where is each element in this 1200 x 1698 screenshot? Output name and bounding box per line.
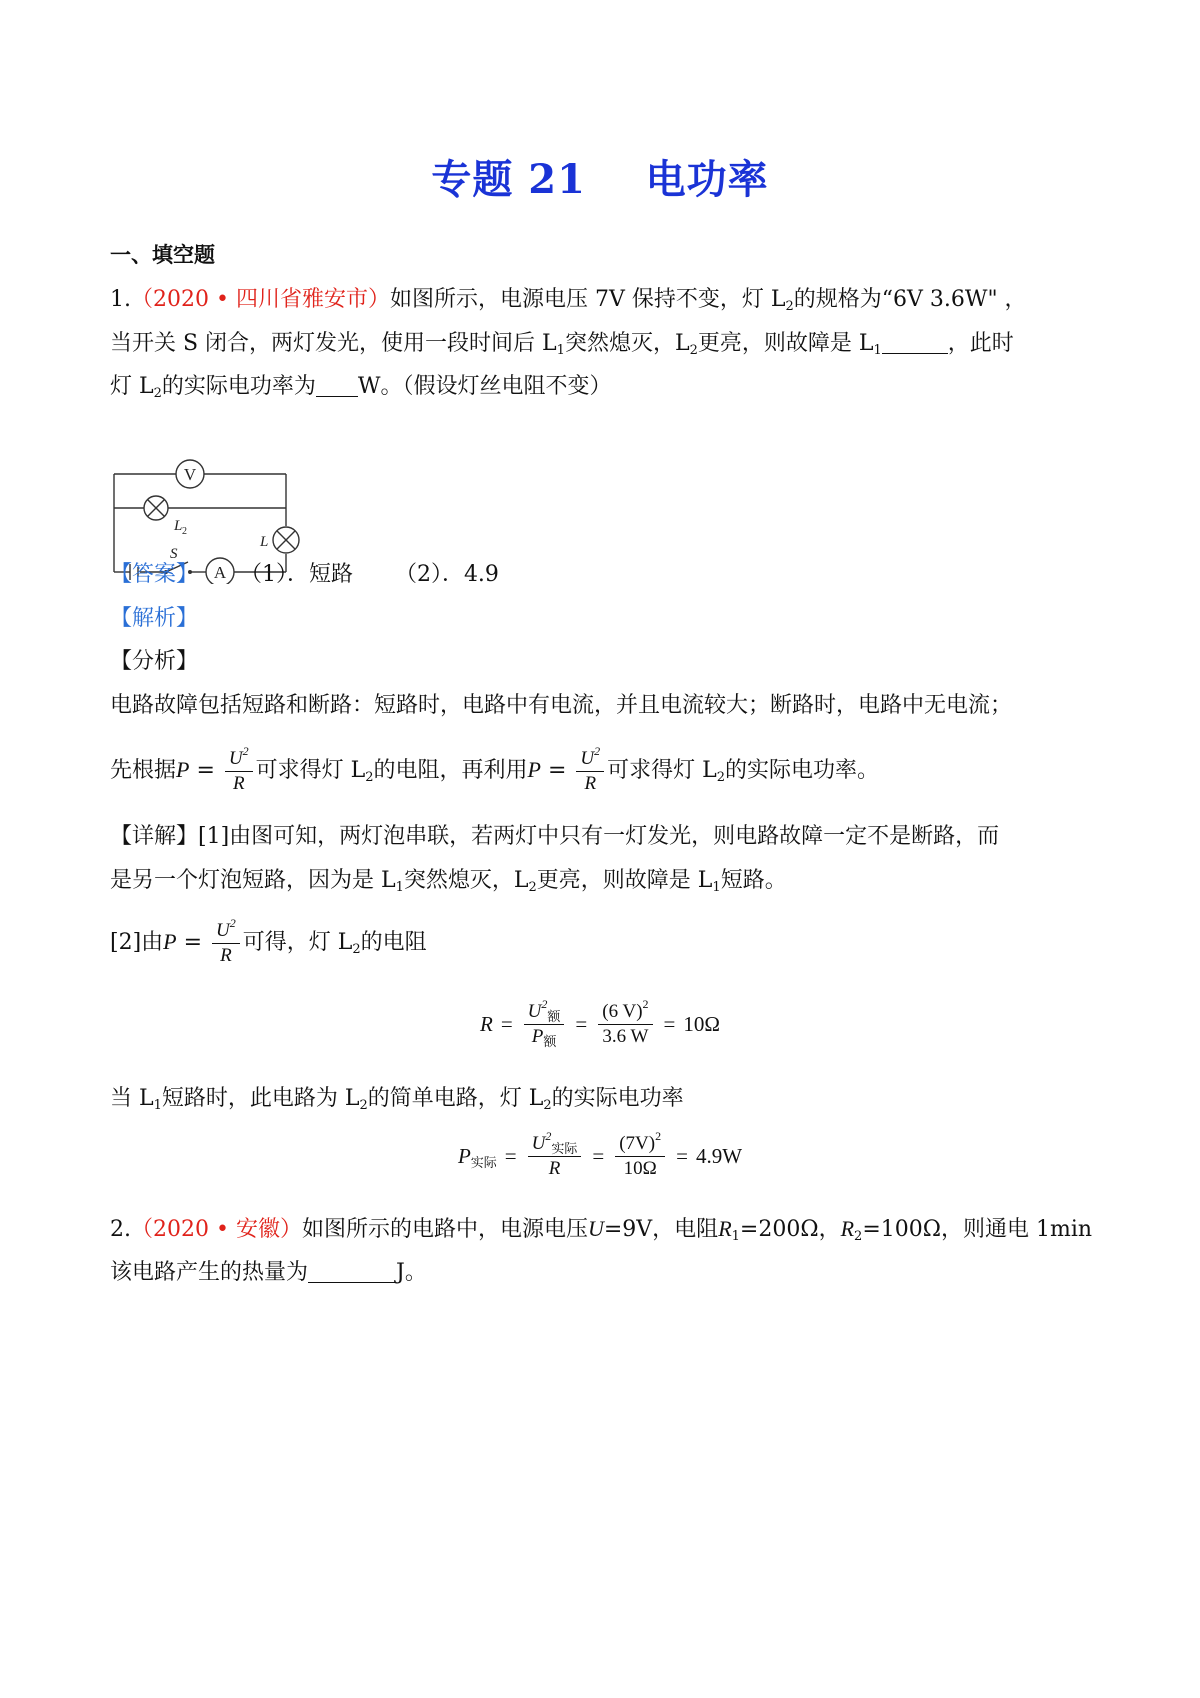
answer-blank — [316, 374, 358, 397]
frac-num: U — [580, 747, 595, 769]
q2-text: J。 — [396, 1260, 427, 1285]
superscript: 2 — [229, 915, 236, 930]
subscript: 1 — [712, 880, 721, 895]
formula-lhs: P — [457, 1144, 471, 1168]
frac-num: U — [531, 1133, 546, 1154]
formula-resistance: R = $\frac{U^2_额}{P_额}$ = $\frac{(6 V)^2}{3.6 W}$ = 10Ω — [479, 997, 720, 1049]
lamp-l1-icon — [259, 527, 299, 553]
superscript: 2 — [655, 1129, 662, 1143]
q1-text: 更亮，则故障是 L — [697, 331, 874, 356]
subscript: 2 — [543, 1098, 552, 1113]
fenxi-line: 电路故障包括短路和断路：短路时，电路中有电流，并且电流较大；断路时，电路中无电流； — [110, 693, 1013, 718]
q1-text: 短路。 — [720, 868, 787, 893]
q2-line1 — [110, 1214, 1100, 1245]
q1-text: 短路时，此电路为 L — [161, 1086, 360, 1111]
frac-num: (7V) — [619, 1133, 656, 1154]
q1-line3 — [110, 372, 1100, 402]
q1-text: 灯 L — [110, 374, 154, 399]
var-r1: R — [718, 1216, 732, 1241]
formula-result: 10Ω — [683, 1012, 720, 1036]
frac-den: 10Ω — [623, 1158, 657, 1179]
subscript: 2 — [359, 1098, 368, 1113]
q1-line2 — [110, 329, 1100, 359]
q1-text: 可求得灯 L — [255, 758, 366, 783]
q1-text: 当开关 S 闭合，两灯发光，使用一段时间后 L — [110, 331, 557, 356]
superscript: 2 — [545, 1129, 552, 1143]
subscript: 额 — [547, 1009, 561, 1024]
q1-text: ，此时 — [947, 331, 1014, 356]
frac-den: R — [232, 772, 245, 794]
subscript: 2 — [854, 1229, 863, 1244]
q1-text: 如图所示，电源电压 7V 保持不变，灯 L — [389, 287, 786, 312]
q2-text: =100Ω，则通电 1min — [862, 1217, 1093, 1242]
subscript: 2 — [365, 770, 374, 785]
detail-line1: 【详解】[1]由图可知，两灯泡串联，若两灯中只有一灯发光，则电路故障一定不是断路，而 — [110, 824, 1000, 849]
q1-text: 的电阻，再利用 — [373, 758, 528, 783]
q1-text: 突然熄灭，L — [403, 868, 529, 893]
when-line — [110, 1084, 1100, 1114]
q2-text: 该电路产生的热量为 — [110, 1260, 309, 1285]
frac-num: U — [527, 1001, 542, 1022]
frac-den: R — [584, 772, 597, 794]
fraction-values — [615, 1129, 665, 1181]
subscript: 1 — [153, 1098, 162, 1113]
voltmeter-label: V — [183, 465, 197, 484]
var-r2: R — [840, 1216, 855, 1241]
q1-text: 突然熄灭，L — [564, 331, 690, 356]
subscript: 1 — [873, 343, 882, 358]
frac-den: 3.6 W — [602, 1026, 649, 1047]
q1-text: 当 L — [110, 1086, 154, 1111]
q1-text: W。（假设灯丝电阻不变） — [357, 374, 612, 399]
var-p: P — [176, 757, 190, 782]
subscript: 实际 — [551, 1141, 578, 1156]
q1-answer — [110, 560, 1100, 590]
q1-text: 的实际电功率。 — [725, 758, 880, 783]
q1-text: 的电阻 — [360, 930, 427, 955]
q2-text: =200Ω， — [739, 1217, 841, 1242]
frac-den: R — [220, 944, 232, 966]
q1-text: 的实际电功率为 — [161, 374, 316, 399]
page-title: 专题 21 电功率 — [431, 156, 769, 203]
q1-text: 可求得灯 L — [607, 758, 717, 783]
formula-lhs: R — [479, 1012, 493, 1036]
subscript: 1 — [731, 1229, 740, 1244]
fraction-u2-r — [225, 743, 253, 796]
frac-den: P — [531, 1026, 544, 1047]
q1-number: 1. — [110, 287, 131, 312]
q2-source: （2020 • 安徽） — [131, 1217, 302, 1242]
first-line: 先根据P = $\frac{U^2}{R}$ 可求得灯 $L_2$的电阻，再利用P = $\frac{U^2}{R}$ 可求得灯 $L_2$的实际电功率。 — [110, 743, 880, 794]
subscript: 2 — [528, 880, 537, 895]
q1-text: 的规格为“6V 3.6W" ， — [793, 287, 1027, 312]
q1-text: 是另一个灯泡短路，因为是 L — [110, 868, 396, 893]
fraction-rated — [524, 997, 565, 1049]
formula-power: $P_{实际}$ = $\frac{U^2_{实际}}{R}$ = $\frac{(7V)^2}{10\Omega}$ = 4.9W — [457, 1129, 743, 1179]
frac-num: (6 V) — [602, 1001, 643, 1022]
q1-text: 更亮，则故障是 L — [536, 868, 713, 893]
lamp-l2-label: L — [174, 518, 183, 534]
superscript: 2 — [594, 743, 601, 758]
fraction-actual — [528, 1129, 582, 1181]
answer-blank — [308, 1260, 396, 1283]
answer-text: （1）．短路 （2）．4.9 — [239, 562, 499, 587]
q2-line2 — [110, 1258, 1100, 1288]
fenxi-tag: 【分析】 — [110, 649, 199, 674]
lamp-l2-icon — [144, 496, 187, 537]
var-u: U — [587, 1216, 604, 1241]
var-p: P — [163, 929, 177, 954]
q2-text: =9V，电阻 — [603, 1217, 719, 1242]
frac-num: U — [228, 747, 243, 769]
q1-text: 的实际电功率 — [551, 1086, 684, 1111]
superscript: 2 — [642, 997, 649, 1011]
lamp-l2-sub: 2 — [182, 526, 187, 537]
var-p: P — [527, 757, 541, 782]
q2-number: 2. — [110, 1217, 131, 1242]
q1-source: （2020 • 四川省雅安市） — [131, 287, 390, 312]
switch-label: S — [170, 546, 178, 562]
frac-den: R — [548, 1158, 561, 1179]
analysis-tag: 【解析】 — [110, 606, 199, 631]
subscript: 2 — [716, 770, 726, 785]
subscript: 2 — [352, 942, 361, 957]
detail-line2 — [110, 866, 1100, 896]
q1-text: 的简单电路，灯 L — [367, 1086, 544, 1111]
answer-tag: 【答案】 — [110, 562, 199, 587]
lamp-l1-label: L — [260, 534, 269, 550]
step2-line: [2]由P = $\frac{U^2}{R}$ 可得，灯 $L_2$的电阻 — [110, 915, 427, 966]
subscript: 2 — [689, 343, 698, 358]
superscript: 2 — [541, 997, 548, 1011]
subscript: 2 — [785, 299, 794, 314]
subscript: 2 — [153, 386, 162, 401]
q2-text: 如图所示的电路中，电源电压 — [301, 1217, 588, 1242]
formula-result: 4.9W — [695, 1144, 743, 1168]
fraction-u2-r — [576, 743, 604, 796]
subscript: 1 — [395, 880, 404, 895]
ammeter-label: A — [213, 563, 227, 582]
superscript: 2 — [242, 743, 249, 758]
subscript: 额 — [543, 1034, 557, 1049]
subscript: 1 — [556, 343, 565, 358]
voltmeter-icon — [176, 460, 204, 488]
q1-text: [2]由 — [110, 930, 164, 955]
fraction-u2-r — [212, 915, 240, 968]
section-heading: 一、填空题 — [110, 243, 215, 267]
q1-text: 可得，灯 L — [242, 930, 353, 955]
frac-num: U — [216, 919, 230, 941]
subscript: 实际 — [470, 1155, 497, 1170]
q1-text: 先根据 — [110, 758, 177, 783]
q1-line1 — [110, 285, 1100, 315]
answer-blank — [882, 331, 948, 354]
fraction-values — [598, 997, 652, 1049]
